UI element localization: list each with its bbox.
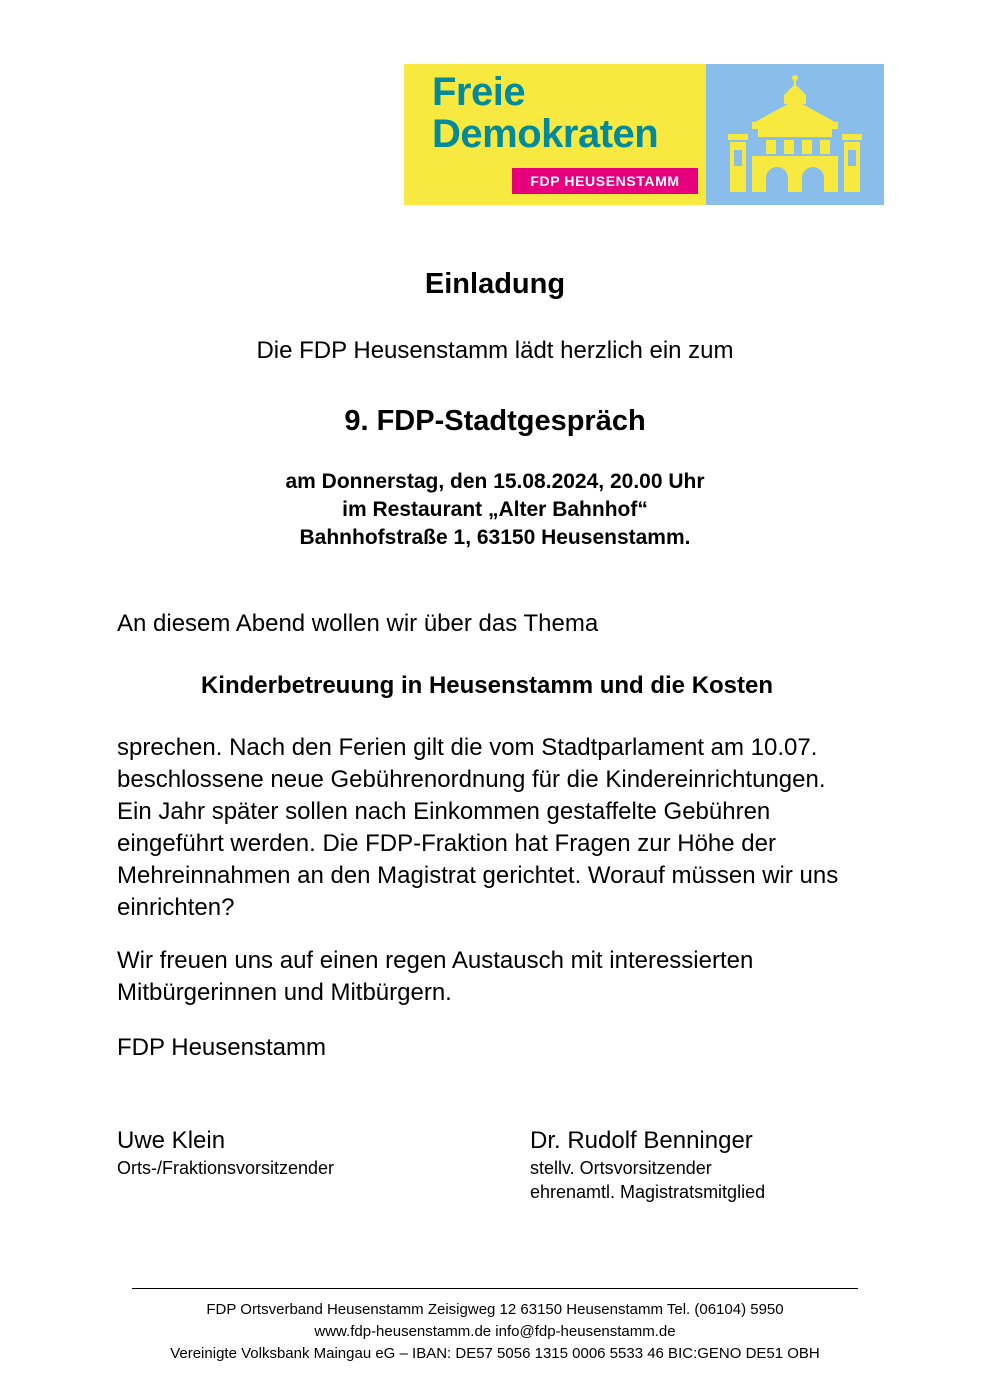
topic-intro-text: An diesem Abend wollen wir über das Thema [117, 610, 599, 637]
invitation-subtitle: Die FDP Heusenstamm lädt herzlich ein zum [256, 337, 734, 364]
event-detail-datetime: am Donnerstag, den 15.08.2024, 20.00 Uhr [285, 470, 705, 493]
town-gate-icon [722, 74, 868, 199]
page-title: Einladung [424, 268, 566, 300]
event-detail-address: Bahnhofstraße 1, 63150 Heusenstamm. [299, 526, 691, 549]
signatory-name: Dr. Rudolf Benninger [530, 1127, 753, 1154]
event-title: 9. FDP-Stadtgespräch [344, 405, 646, 437]
logo-emblem-panel [706, 64, 884, 205]
logo-wordmark-panel [404, 64, 706, 205]
body-paragraph: sprechen. Nach den Ferien gilt die vom Stadtparlament am 10.07. beschlossene neue Gebührenordnung für die Kindereinrichtungen. Ein Jahr später sollen nach Einkommen gestaffelte Gebühren eingeführt werden. Die FDP-Fraktion hat Fragen zur Höhe der Mehreinnahmen an den Magistrat gerichtet. Worauf müssen wir uns einrichten? [117, 734, 839, 921]
signatory-role-1: Orts-/Fraktionsvorsitzender [117, 1158, 335, 1178]
event-details [0, 468, 990, 552]
footer-bank: Vereinigte Volksbank Maingau eG – IBAN: DE57 5056 1315 0006 5533 46 BIC:GENO DE51 OBH [170, 1345, 820, 1362]
signatory-role-2: ehrenamtl. Magistratsmitglied [530, 1182, 766, 1202]
footer-divider [132, 1288, 858, 1289]
signature-block-right [530, 1126, 765, 1204]
signatory-name: Uwe Klein [117, 1127, 226, 1154]
closing-paragraph: Wir freuen uns auf einen regen Austausch mit interessierten Mitbürgerinnen und Mitbürgern. [117, 947, 754, 1006]
signatory-role-1: stellv. Ortsvorsitzender [530, 1158, 712, 1178]
signature-block-left [117, 1126, 334, 1180]
footer-address: FDP Ortsverband Heusenstamm Zeisigweg 12 63150 Heusenstamm Tel. (06104) 5950 [206, 1301, 784, 1318]
document-footer [0, 1288, 990, 1365]
logo-line2: Demokraten [432, 112, 659, 156]
footer-contact: www.fdp-heusenstamm.de info@fdp-heusenstamm.de [314, 1323, 676, 1340]
logo-line1: Freie [432, 70, 526, 114]
event-detail-venue: im Restaurant „Alter Bahnhof“ [342, 498, 648, 521]
signature-organisation: FDP Heusenstamm [117, 1034, 326, 1061]
topic-heading: Kinderbetreuung in Heusenstamm und die Kosten [200, 672, 774, 699]
fdp-logo [404, 64, 884, 205]
logo-local-badge: FDP HEUSENSTAMM [512, 168, 698, 194]
